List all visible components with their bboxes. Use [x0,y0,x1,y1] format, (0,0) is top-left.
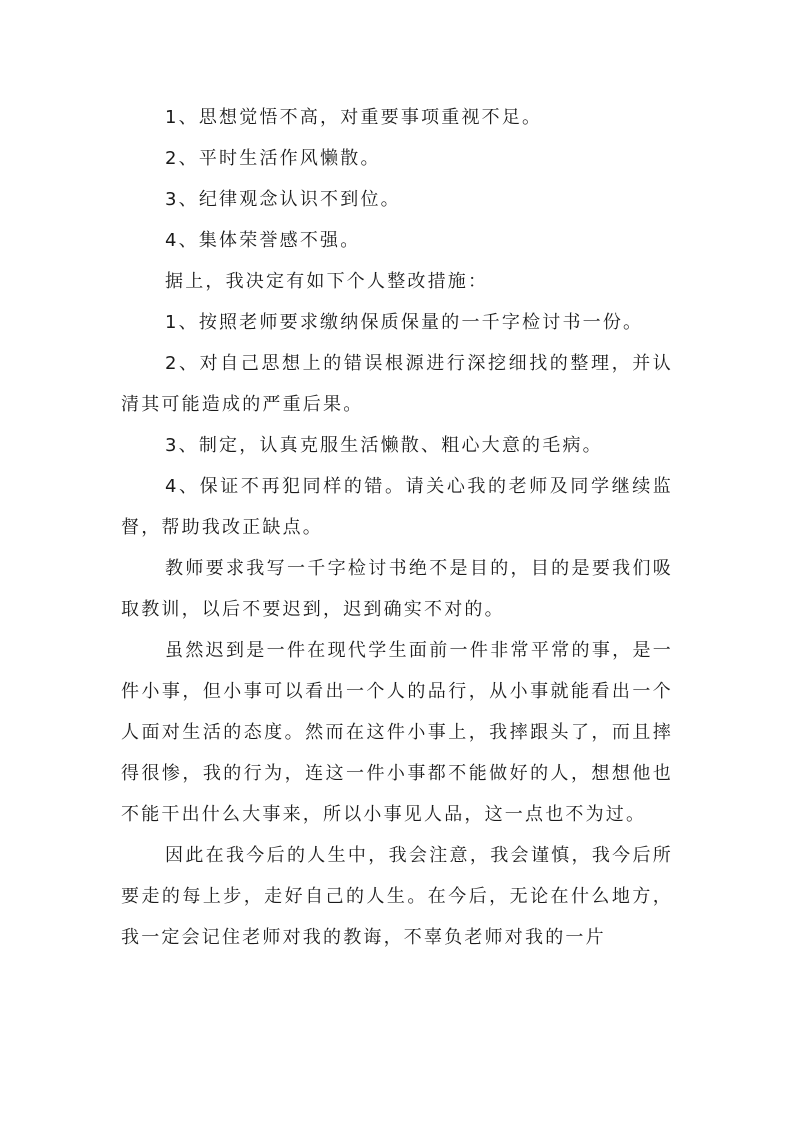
document-body [121,97,673,958]
paragraph-reflection: 虽然迟到是一件在现代学生面前一件非常平常的事，是一件小事，但小事可以看出一个人的品行，从小事就能看出一个人面对生活的态度。然而在这件小事上，我摔跟头了，而且摔得很惨，我的行为，连这一件小事都不能做好的人，想想他也不能干出什么大事来，所以小事见人品，这一点也不为过。 [121,640,673,825]
paragraph-measure-1: 1、按照老师要求缴纳保质保量的一千字检讨书一份。 [165,312,644,333]
paragraph-measure-3: 3、制定，认真克服生活懒散、粗心大意的毛病。 [165,435,603,456]
paragraph-problem-1: 1、思想觉悟不高，对重要事项重视不足。 [165,107,543,128]
paragraph-commitment: 因此在我今后的人生中，我会注意，我会谨慎，我今后所要走的每上步，走好自己的人生。在今后，无论在什么地方，我一定会记住老师对我的教诲，不辜负老师对我的一片 [121,845,673,948]
paragraph-measures-intro: 据上，我决定有如下个人整改措施： [165,271,489,292]
paragraph-problem-2: 2、平时生活作风懒散。 [165,148,381,169]
paragraph-measure-2: 2、对自己思想上的错误根源进行深挖细找的整理，并认清其可能造成的严重后果。 [121,353,673,415]
paragraph-problem-4: 4、集体荣誉感不强。 [165,230,361,251]
paragraph-measure-4: 4、保证不再犯同样的错。请关心我的老师及同学继续监督，帮助我改正缺点。 [121,476,673,538]
paragraph-purpose: 教师要求我写一千字检讨书绝不是目的，目的是要我们吸取教训，以后不要迟到，迟到确实不对的。 [121,558,673,620]
paragraph-problem-3: 3、纪律观念认识不到位。 [165,189,401,210]
